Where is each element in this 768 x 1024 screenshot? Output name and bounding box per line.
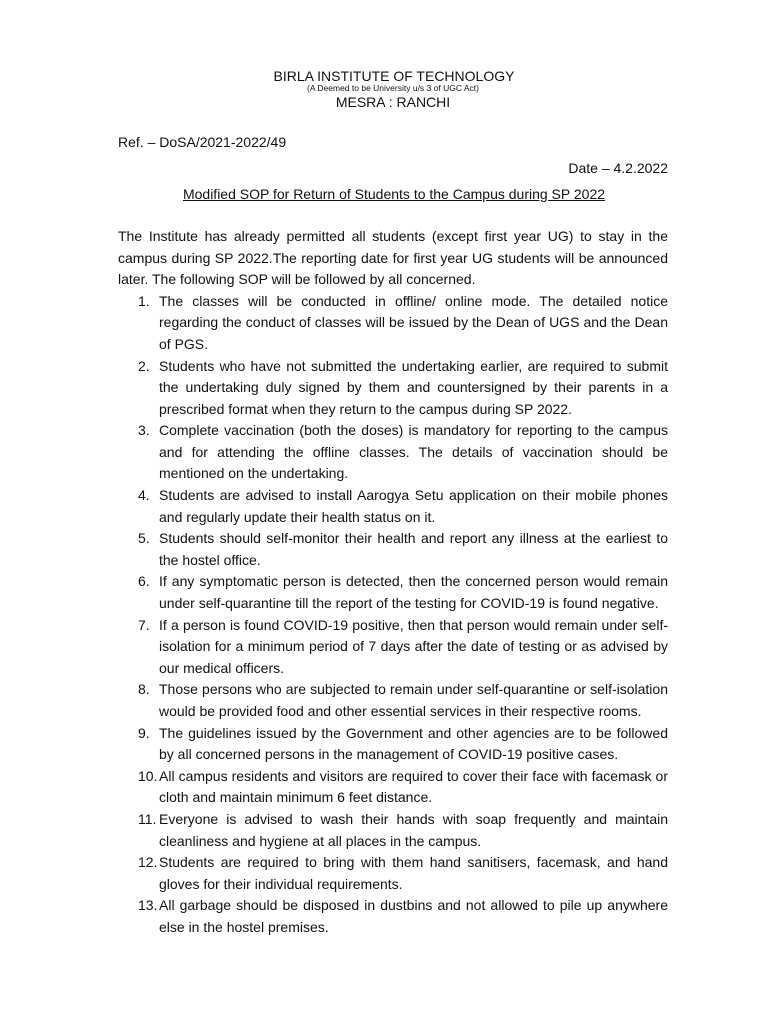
- list-item: [118, 679, 668, 722]
- list-item: [118, 420, 668, 485]
- list-item-text: If any symptomatic person is detected, then the concerned person would remain under self-quarantine till the report of the testing for COVID-19 is found negative.: [159, 573, 668, 612]
- list-item: [118, 615, 668, 680]
- list-item-text: Students should self-monitor their health and report any illness at the earliest to the hostel office.: [159, 530, 668, 568]
- list-item-number: 4.: [138, 487, 150, 504]
- document-date: Date – 4.2.2022: [568, 159, 668, 176]
- list-item: [118, 723, 668, 766]
- list-item-text: All campus residents and visitors are required to cover their face with facemask or cloth and maintain minimum 6 feet distance.: [159, 767, 668, 806]
- list-item-text: Students who have not submitted the undertaking earlier, are required to submit the undertaking duly signed by them and countersigned by their parents in a prescribed format when they return to the campus during SP 2022.: [159, 357, 668, 417]
- list-item-number: 13.: [138, 897, 158, 914]
- list-item-text: Students are advised to install Aarogya Setu application on their mobile phones and regularly update their health status on it.: [159, 487, 668, 525]
- list-item-number: 1.: [138, 292, 150, 309]
- sop-points-list: [118, 291, 668, 939]
- list-item: [118, 356, 668, 421]
- list-item-number: 5.: [138, 530, 150, 547]
- institute-deemed-status: (A Deemed to be University u/s 3 of UGC Act): [307, 83, 479, 94]
- list-item-number: 7.: [138, 616, 150, 633]
- institute-location: MESRA : RANCHI: [335, 93, 451, 110]
- list-item-text: Complete vaccination (both the doses) is mandatory for reporting to the campus and for attending the offline classes. The details of vaccination should be mentioned on the undertaking.: [159, 422, 668, 482]
- institute-name: BIRLA INSTITUTE OF TECHNOLOGY: [273, 68, 515, 84]
- list-item: [118, 528, 668, 571]
- list-item-number: 12.: [138, 854, 158, 871]
- list-item-number: 11.: [138, 810, 157, 827]
- list-item-text: If a person is found COVID-19 positive, then that person would remain under self-isolation for a minimum period of 7 days after the date of testing or as advised by our medical officers.: [159, 616, 668, 676]
- list-item: [118, 291, 668, 356]
- list-item-number: 10.: [138, 767, 158, 784]
- list-item: [118, 485, 668, 528]
- list-item: [118, 766, 668, 809]
- list-item: [118, 809, 668, 852]
- list-item-text: Those persons who are subjected to remain under self-quarantine or self-isolation would be provided food and other essential services in their respective rooms.: [159, 681, 668, 720]
- list-item: [118, 852, 668, 895]
- list-item-number: 6.: [138, 573, 150, 590]
- list-item-number: 3.: [138, 422, 150, 439]
- list-item-text: Students are required to bring with them hand sanitisers, facemask, and hand gloves for their individual requirements.: [159, 854, 668, 892]
- list-item-number: 9.: [138, 724, 150, 741]
- list-item-text: Everyone is advised to wash their hands with soap frequently and maintain cleanliness and hygiene at all places in the campus.: [159, 810, 668, 849]
- list-item-number: 2.: [138, 357, 150, 374]
- intro-paragraph: The Institute has already permitted all students (except first year UG) to stay in the campus during SP 2022.The reporting date for first year UG students will be announced later. The following SOP will be followed by all concerned.: [118, 227, 668, 288]
- list-item-number: 8.: [138, 681, 150, 698]
- letterhead: [118, 68, 668, 110]
- list-item-text: The guidelines issued by the Government and other agencies are to be followed by all concerned persons in the management of COVID-19 positive cases.: [159, 724, 668, 763]
- list-item-text: All garbage should be disposed in dustbins and not allowed to pile up anywhere else in the hostel premises.: [159, 897, 668, 935]
- list-item: [118, 571, 668, 614]
- list-item-text: The classes will be conducted in offline/ online mode. The detailed notice regarding the conduct of classes will be issued by the Dean of UGS and the Dean of PGS.: [159, 292, 668, 352]
- document-page: [118, 68, 668, 939]
- reference-number: Ref. – DoSA/2021-2022/49: [118, 133, 287, 150]
- list-item: [118, 895, 668, 938]
- document-subject: Modified SOP for Return of Students to the Campus during SP 2022: [182, 185, 606, 202]
